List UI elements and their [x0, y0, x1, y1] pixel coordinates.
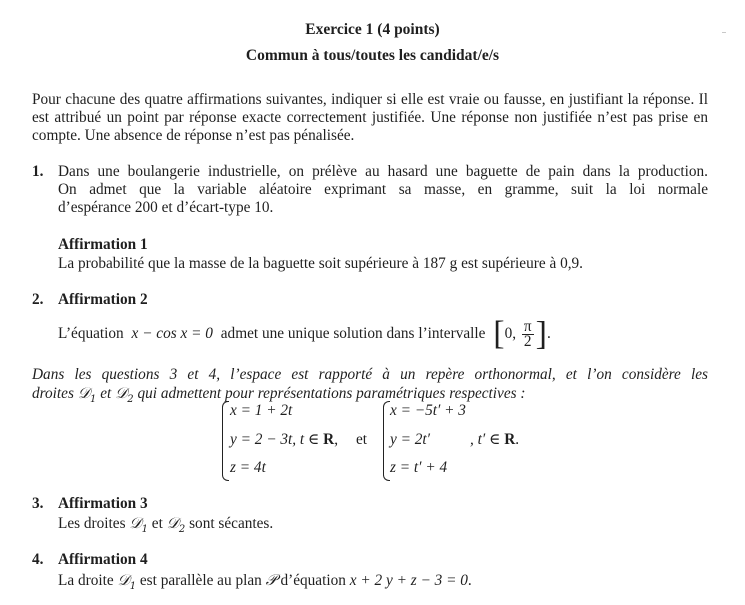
d2-z-equation: z = t′ + 4 [390, 459, 448, 476]
scan-artifact [722, 32, 726, 33]
affirmation-4-period: . [467, 572, 472, 589]
context-paragraph [32, 366, 708, 406]
d1-y-equation: y = 2 − 3t, t ∈ R, [230, 431, 339, 448]
affirmation-4-title: Affirmation 4 [58, 551, 148, 568]
question-1-number: 1. [32, 163, 44, 180]
d1-x-equation: x = 1 + 2t [230, 402, 293, 419]
affirmation-4-text-1: La droite [58, 572, 114, 589]
affirmation-4-text-3: d’équation [280, 572, 346, 589]
exercise-subtitle: Commun à tous/toutes les candidat/e/s [245, 47, 500, 64]
interval-upper-bound-fraction [522, 317, 534, 350]
fraction-denominator: 2 [523, 332, 532, 350]
affirmation-4-text-2: est parallèle au plan [139, 572, 262, 589]
d1-z-equation: z = 4t [230, 459, 266, 476]
context-text-c: qui admettent pour représentations paramétriques respectives : [137, 385, 526, 402]
affirmation-2-text-after: admet une unique solution dans l’intervalle [220, 325, 486, 342]
affirmation-3-text-3: sont sécantes. [189, 515, 274, 532]
affirmation-2-text [58, 316, 551, 352]
question-1-line-2: On admet que la variable aléatoire exprimant sa masse, en gramme, suit la loi normale [58, 181, 708, 198]
instructions-paragraph: Pour chacune des quatre affirmations suivantes, indiquer si elle est vraie ou fausse, en justifiant la réponse. Il est attribué un point par réponse exacte correctement justifiée. Une réponse non justifiée n’est pas prise en compte. Une absence de réponse n’est pas pénalisée. [32, 91, 708, 144]
plane-p-symbol: 𝒫 [265, 571, 277, 589]
affirmation-1-text: La probabilité que la masse de la baguette soit supérieure à 187 g est supérieure à 0,9. [58, 255, 584, 272]
affirmation-2-title: Affirmation 2 [58, 291, 148, 308]
interval-right-bracket: ] [535, 315, 547, 353]
affirmation-3-title: Affirmation 3 [58, 495, 148, 512]
affirmation-2-text-before: L’équation [58, 325, 124, 342]
exercise-title: Exercice 1 (4 points) [305, 21, 440, 38]
interval-left-bracket: [ [493, 315, 505, 353]
question-3-number: 3. [32, 495, 44, 512]
affirmation-4-text [58, 571, 472, 593]
line-d1-symbol: 𝒟$_1$ [117, 571, 137, 593]
affirmation-2-equation: x − cos x = 0 [131, 325, 213, 342]
question-1-line-1: Dans une boulangerie industrielle, on prélève au hasard une baguette de pain dans la production. [58, 163, 708, 180]
context-text-b: et [100, 385, 112, 402]
line-d2-symbol: 𝒟$_2$ [166, 514, 186, 536]
line-d2-symbol: 𝒟$_2$ [115, 384, 134, 406]
d2-parameter: , t′ ∈ R. [470, 431, 520, 448]
line-d1-symbol: 𝒟$_1$ [129, 514, 148, 536]
affirmation-3-text-2: et [151, 515, 163, 532]
question-2-number: 2. [32, 291, 44, 308]
question-1-line-3: d’espérance 200 et d’écart-type 10. [58, 199, 274, 216]
fraction-numerator: π [523, 317, 532, 335]
affirmation-3-text [58, 514, 274, 536]
d2-y-equation: y = 2t′ [390, 431, 431, 448]
affirmation-3-text-1: Les droites [58, 515, 126, 532]
brace-d1 [222, 401, 229, 481]
context-line-1: Dans les questions 3 et 4, l’espace est rapporté à un repère orthonormal, et l’on considère les [32, 366, 708, 383]
question-1-statement [58, 163, 708, 217]
affirmation-2-period: . [546, 325, 551, 342]
systems-connector: et [356, 431, 368, 448]
context-text-a: droites [32, 385, 74, 402]
context-line-2 [32, 384, 708, 406]
question-4-number: 4. [32, 551, 44, 568]
plane-equation: x + 2 y + z − 3 = 0 [349, 572, 468, 589]
affirmation-1-title: Affirmation 1 [58, 236, 148, 253]
line-d1-symbol: 𝒟$_1$ [77, 384, 97, 406]
interval-lower-bound: 0, [504, 325, 517, 342]
brace-d2 [383, 401, 390, 481]
d2-x-equation: x = −5t′ + 3 [390, 402, 466, 419]
